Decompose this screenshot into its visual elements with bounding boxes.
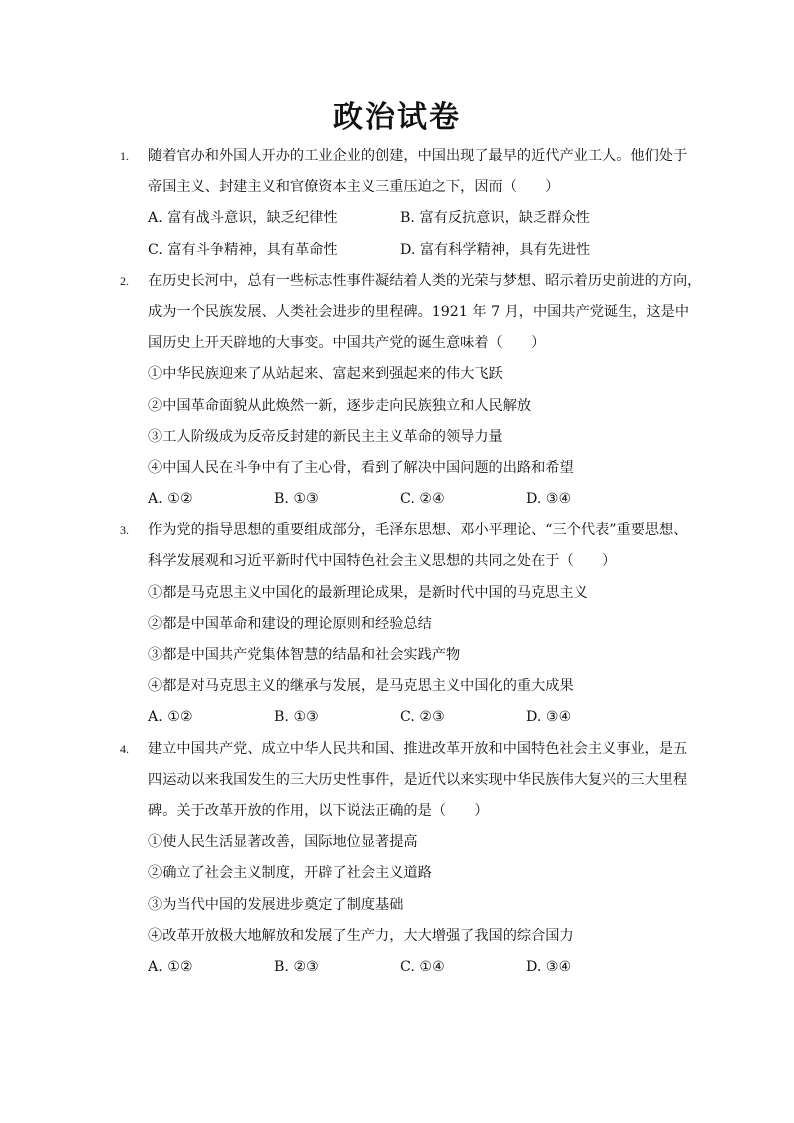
question-stem-line: 四运动以来我国发生的三大历史性事件，是近代以来实现中华民族伟大复兴的三大里程	[148, 771, 688, 788]
statement-item: ③都是中国共产党集体智慧的结晶和社会实践产物	[148, 647, 461, 663]
option-item: D. 富有科学精神，具有先进性	[400, 241, 591, 258]
question-4	[120, 734, 690, 984]
options-row	[148, 702, 690, 733]
question-stem-line: 作为党的指导思想的重要组成部分，毛泽东思想、邓小平理论、“三个代表”重要思想、	[148, 522, 688, 539]
question-stem-line: 成为一个民族发展、人类社会进步的里程碑。1921 年 7 月，中国共产党诞生，这是中	[148, 303, 690, 320]
option-item: A. ①②	[148, 491, 193, 508]
option-item: B. ①③	[274, 491, 319, 508]
question-stem-line: 科学发展观和习近平新时代中国特色社会主义思想的共同之处在于（ ）	[148, 553, 617, 570]
option-item: D. ③④	[526, 709, 572, 726]
question-3	[120, 515, 690, 733]
question-stem-line: 建立中国共产党、成立中华人民共和国、推进改革开放和中国特色社会主义事业，是五	[148, 740, 688, 757]
question-2	[120, 266, 702, 516]
option-item: A. ①②	[148, 709, 193, 726]
page-title: 政治试卷	[333, 100, 461, 135]
option-item: C. 富有斗争精神，具有革命性	[148, 241, 338, 258]
option-item: B. ①③	[274, 709, 319, 726]
question-stem-line: 碑。关于改革开放的作用，以下说法正确的是（ ）	[148, 802, 489, 819]
question-body	[148, 515, 690, 733]
statement-item: ④改革开放极大地解放和发展了生产力，大大增强了我国的综合国力	[148, 927, 574, 944]
option-item: A. ①②	[148, 958, 193, 975]
question-1	[120, 141, 690, 266]
options-row	[148, 952, 690, 983]
question-number: 3.	[120, 523, 129, 538]
question-number: 2.	[120, 273, 129, 288]
options-row	[148, 235, 690, 266]
option-item: D. ③④	[526, 491, 572, 508]
option-item: D. ③④	[526, 958, 572, 975]
options-row	[148, 484, 690, 515]
statement-item: ①都是马克思主义中国化的最新理论成果，是新时代中国的马克思主义	[148, 584, 588, 601]
question-number: 1.	[120, 149, 129, 163]
question-body	[148, 141, 690, 266]
statement-item: ②中国革命面貌从此焕然一新，逐步走向民族独立和人民解放	[148, 397, 532, 414]
option-item: C. ①④	[400, 958, 445, 975]
option-item: C. ②③	[400, 709, 445, 726]
question-body	[148, 266, 702, 516]
question-stem-line: 随着官办和外国人开办的工业企业的创建，中国出现了最早的近代产业工人。他们处于	[148, 148, 688, 164]
option-item: A. 富有战斗意识，缺乏纪律性	[148, 210, 338, 227]
options-row	[148, 203, 690, 234]
statement-item: ③工人阶级成为反帝反封建的新民主主义革命的领导力量	[148, 428, 503, 445]
question-list	[120, 141, 702, 983]
question-stem-line: 在历史长河中，总有一些标志性事件凝结着人类的光荣与梦想、昭示着历史前进的方向，	[148, 272, 702, 289]
statement-item: ④都是对马克思主义的继承与发展，是马克思主义中国化的重大成果	[148, 678, 574, 695]
question-stem-line: 帝国主义、封建主义和官僚资本主义三重压迫之下，因而（ ）	[148, 179, 560, 196]
statement-item: ④中国人民在斗争中有了主心骨，看到了解决中国问题的出路和希望	[148, 459, 574, 476]
statement-item: ②确立了社会主义制度，开辟了社会主义道路	[148, 865, 432, 882]
statement-item: ①使人民生活显著改善，国际地位显著提高	[148, 834, 418, 851]
statement-item: ①中华民族迎来了从站起来、富起来到强起来的伟大飞跃	[148, 366, 503, 383]
statement-item: ②都是中国革命和建设的理论原则和经验总结	[148, 615, 432, 632]
option-item: B. ②③	[274, 958, 319, 975]
question-body	[148, 734, 690, 984]
statement-item: ③为当代中国的发展进步奠定了制度基础	[148, 896, 404, 913]
question-number: 4.	[120, 741, 129, 756]
option-item: C. ②④	[400, 491, 445, 508]
question-stem-line: 国历史上开天辟地的大事变。中国共产党的诞生意味着（ ）	[148, 335, 546, 352]
option-item: B. 富有反抗意识，缺乏群众性	[400, 210, 590, 227]
